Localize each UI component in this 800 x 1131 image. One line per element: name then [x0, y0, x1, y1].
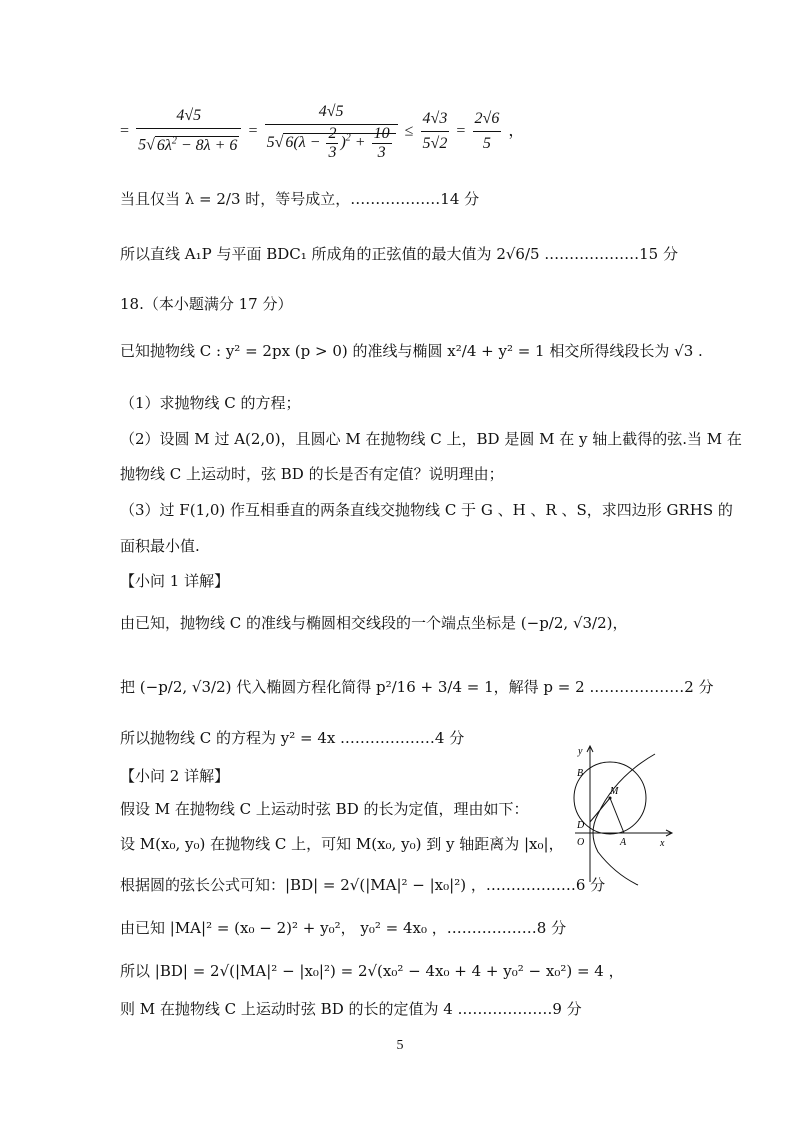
question-3b: 面积最小值.: [120, 537, 200, 555]
solution-2-line-6: 则 M 在抛物线 C 上运动时弦 BD 的长的定值为 4 .………………9 分: [120, 1000, 582, 1018]
segment-ma: [610, 798, 624, 833]
solution-2-line-1: 假设 M 在抛物线 C 上运动时弦 BD 的长为定值，理由如下：: [120, 800, 529, 818]
page-number: 5: [396, 1038, 404, 1053]
question-3a: （3）过 F(1,0) 作互相垂直的两条直线交抛物线 C 于 G 、H 、R 、S，求四边形 GRHS 的: [120, 501, 733, 519]
parabola: [593, 754, 655, 885]
problem-statement: 已知抛物线 C : y² = 2px (p > 0) 的准线与椭圆 x²/4 + y² = 1 相交所得线段长为 √3 .: [120, 342, 703, 360]
solution-1-line-1: 由已知，抛物线 C 的准线与椭圆相交线段的一个端点坐标是 (−p/2, √3/2)，: [120, 614, 628, 632]
label-o: O: [577, 837, 585, 848]
solution-2-line-5: 所以 |BD| = 2√(|MA|² − |x₀|²) = 2√(x₀² − 4x₀ + 4 + y₀² − x₀²) = 4 ，: [120, 962, 624, 980]
text-line-2: 当且仅当 λ = 2/3 时，等号成立，………………14 分: [120, 190, 480, 208]
question-2a: （2）设圆 M 过 A(2,0)，且圆心 M 在抛物线 C 上，BD 是圆 M 在 y 轴上截得的弦.当 M 在: [120, 430, 742, 448]
solution-1-line-2: 把 (−p/2, √3/2) 代入椭圆方程化简得 p²/16 + 3/4 = 1，解得 p = 2 .………………2 分: [120, 678, 714, 696]
equation-line-1: = $\frac{4√5}{5√ 6\lambda^2 - 8\lambda + 6}$ = 4√5 5√ 6(λ − $\frac{2}{3}$ )$^2$ + $\frac{10}{3}$ ≤ $\frac{4√3}{5√2}$ = $\frac{2√6}{5}$ ，: [120, 100, 524, 162]
section-heading-2: 【小问 2 详解】: [120, 767, 230, 785]
geometry-figure: [560, 742, 680, 887]
label-y: y: [578, 746, 583, 757]
label-b: B: [577, 768, 584, 779]
label-a: A: [620, 837, 627, 848]
solution-2-line-4: 由已知 |MA|² = (x₀ − 2)² + y₀²， y₀² = 4x₀ ，………………8 分: [120, 919, 567, 937]
problem-header: 18.（本小题满分 17 分）: [120, 295, 293, 313]
segment-md: [590, 798, 610, 822]
text-line-3: 所以直线 A₁P 与平面 BDC₁ 所成角的正弦值的最大值为 2√6/5 .………………15 分: [120, 245, 678, 263]
solution-2-line-3: 根据圆的弦长公式可知：|BD| = 2√(|MA|² − |x₀|²) ，………………6 分: [120, 876, 606, 894]
label-m: M: [610, 786, 619, 797]
question-2b: 抛物线 C 上运动时，弦 BD 的长是否有定值？说明理由；: [120, 465, 504, 483]
solution-1-line-3: 所以抛物线 C 的方程为 y² = 4x .………………4 分: [120, 729, 465, 747]
label-x: x: [660, 838, 665, 849]
label-d: D: [577, 820, 585, 831]
section-heading-1: 【小问 1 详解】: [120, 572, 230, 590]
question-1: （1）求抛物线 C 的方程；: [120, 394, 301, 412]
solution-2-line-2: 设 M(x₀, y₀) 在抛物线 C 上，可知 M(x₀, y₀) 到 y 轴距离为 |x₀|，: [120, 835, 564, 853]
